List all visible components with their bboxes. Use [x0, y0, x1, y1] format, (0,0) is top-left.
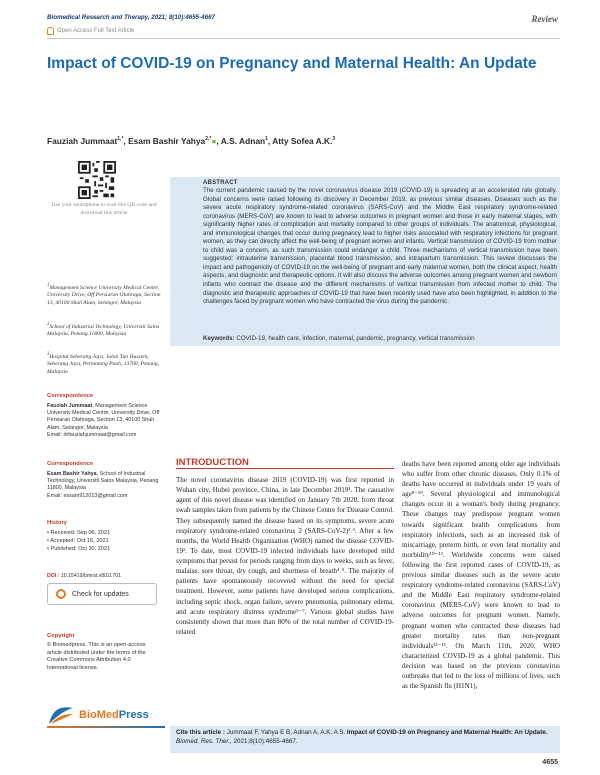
history-item: • Published: Oct 30, 2021 [47, 546, 111, 552]
page-number: 4655 [542, 759, 558, 766]
citation-title: Impact of COVID-19 on Pregnancy and Maternal Health: An Update. [345, 729, 548, 736]
correspondence-name: Fauziah Jummaat [47, 403, 93, 409]
affiliation [47, 282, 165, 307]
publisher-name [79, 709, 149, 721]
biomedpress-logo-icon [47, 704, 75, 726]
section-divider [176, 468, 394, 469]
copyright-text: © Biomedpress. This is an open-access article distributed under the terms of the Creative Commons Attribution 4.0 International license. [47, 642, 146, 671]
keywords-label: Keywords: [203, 335, 235, 342]
logo-part-bio: BioMed [79, 709, 119, 721]
introduction-heading: INTRODUCTION [176, 457, 249, 468]
header-divider [47, 38, 560, 39]
open-access-label [47, 27, 134, 35]
affiliation-number: 1 [47, 283, 50, 288]
journal-citation: Biomedical Research and Therapy, 2021; 8(10):4655-4667 [47, 14, 215, 21]
affiliation-text: Management Science University Medical Centre, University Drive, Off Persiaran Olahraga, Section 13, 40100 Shah Alam, Selangor, Malaysia [47, 284, 161, 306]
article-type: Review [531, 14, 558, 24]
correspondence-address: , School of Industrial Technology, Universiti Sains Malaysia, Penang 11800, Malaysia [47, 471, 159, 492]
abstract-text: The current pandemic caused by the novel coronavirus disease 2019 (COVID-19) is spreading at an accelerated rate globally. Global concerns were raised following its discovery in December 2019, as previous similar diseases. Diseases such as the severe acute respiratory syndrome-related coronavirus (SARS-CoV) and the Middle East respiratory syndrome-related coronavirus (MERS-CoV) are known to lead to adverse outcomes in pregnant women and those in early maternal stages, with significantly higher rates of complication and mortality compared to other groups of individuals. The anatomical, physiological, and immunological changes that occur during pregnancy lead to higher risks associated with respiratory infections for pregnant women, as they can directly affect the well-being of pregnant women and infants. Vertical transmission of COVID-19 from mother to child was a concern, as such transmission could endanger a child. Three mechanisms of vertical transmission have been suggested: intrauterine transmission, placental blood transmission, and intrapartum transmission. This review discusses the impact and pathogenicity of COVID-19 on the well-being of pregnant and early maternal women, both the clinical aspect, health aspects, and diagnostic and therapeutic options. It will also discuss the adverse outcomes among pregnant women and newborn infants who contract the disease and the different mechanisms of vertical transmission from infected mother to child. The diagnostic and therapeutic approaches of COVID-19 that have been recently used have also been highlighted, in addition to the challenges faced by pregnant women who have contracted the virus during the pandemic. [203, 187, 557, 306]
citation-label: Cite this article : [176, 729, 225, 736]
keywords-line [203, 335, 557, 342]
citation-journal: Biomed. Res. Ther., [176, 737, 232, 745]
affiliation-text: School of Industrial Technology, Universiti Sains Malaysia, Penang 11800, Malaysia [47, 323, 160, 338]
refresh-icon [56, 589, 66, 599]
affiliation [47, 351, 165, 376]
open-access-text: Open Access Full Text Article [57, 28, 135, 34]
affiliation-number: 2 [47, 322, 50, 327]
correspondence-heading: Correspondence [47, 393, 94, 399]
correspondence-address: , Management Science University Medical Centre, University Drive, Off Persiaran Olahraga, Section 13, 40100 Shah Alam, Selangor, Malaysia [47, 403, 160, 431]
affiliation [47, 321, 165, 339]
orcid-icon[interactable]: ● [211, 136, 217, 146]
publisher-logo[interactable] [47, 704, 149, 726]
doi-label: DOI : [47, 573, 60, 579]
correspondence-name: Esam Bashir Yahya [47, 471, 97, 477]
introduction-column-2: deaths have been reported among older age individuals who suffer from other chronic diseases. Only 0.1% of deaths have occurred in individuals under 19 years of age⁸⁻¹⁰. Several physiological and immunological changes occur in a woman's body during pregnancy. These changes may predispose pregnant women towards significant health complications from respiratory infections, such as an increased risk of miscarriage, preterm birth, or even fetal mortality and morbidity¹⁰⁻¹². Worldwide concerns were raised following the first reported cases of COVID-19, as previous similar diseases such as the severe acute respiratory syndrome-related coronavirus (SARS-CoV) and the Middle East respiratory syndrome-related coronavirus (MERS-CoV) were known to lead to adverse outcomes for pregnant women. Namely, pregnant women who contracted these diseases had greater mortality rates than non-pregnant individuals¹³⁻¹⁵. On March 11th, 2020, WHO characterized COVID-19 as a global pandemic. This decision was based on the previous coronavirus outbreaks that led to the loss of millions of lives, such as the Spanish flu (H1N1), [402, 460, 560, 691]
qr-caption: Use your smartphone to scan this QR code and download this article [51, 202, 157, 216]
history-item: • Received: Sep 06, 2021 [47, 530, 111, 536]
citation-volume: 2021;8(10):4655-4667. [231, 737, 298, 745]
correspondence-email[interactable]: Email: drfauziahjummaat@gmail.com [47, 431, 137, 438]
history-list [47, 529, 110, 553]
author-sup: 1 [265, 136, 268, 143]
logo-part-press: Press [118, 709, 149, 721]
citation-authors: Jummaat F, Yahya E B, Adnan A, A.K. A S. [225, 729, 346, 736]
doi-link[interactable]: 10.15419/bmrat.v8i10.701 [60, 573, 122, 579]
author-name[interactable]: A.S. Adnan [220, 136, 266, 146]
author-name[interactable]: Esam Bashir Yahya [128, 136, 206, 146]
check-for-updates-label: Check for updates [72, 590, 129, 598]
history-heading: History [47, 520, 67, 526]
author-list: Fauziah Jummaat$^{1,*}$, Esam Bashir Yahya$^{2,*}$●, A.S. Adnan$^1$, Atty Sofea A.K.$^3$ [47, 136, 336, 146]
correspondence-heading: Correspondence [47, 461, 94, 467]
check-for-updates-button[interactable] [47, 583, 157, 605]
affiliation-number: 3 [47, 352, 50, 357]
author-sup: 1,* [117, 136, 124, 143]
affiliation-text: Hospital Seberang Jaya, Jalan Tun Hussein, Seberang Jaya, Permatang Pauh, 13700, Penang, Malaysia [47, 353, 160, 375]
keywords-text: COVID-19, health care, infection, maternal, pandemic, pregnancy, vertical transmission [236, 335, 475, 342]
author-sup: 2,* [205, 136, 212, 143]
logo-divider [47, 726, 165, 728]
article-title: Impact of COVID-19 on Pregnancy and Maternal Health: An Update [47, 55, 537, 72]
correspondence-email[interactable]: Email: essam912013@gmail.com [47, 492, 128, 499]
abstract-heading: ABSTRACT [203, 180, 238, 186]
copyright-heading: Copyright [47, 633, 75, 639]
author-name[interactable]: Atty Sofea A.K. [272, 136, 333, 146]
correspondence-block [47, 403, 167, 439]
qr-code-icon[interactable] [78, 161, 116, 199]
open-access-lock-icon [47, 27, 54, 35]
author-sup: 3 [332, 136, 336, 143]
citation-text [176, 729, 556, 746]
author-name[interactable]: Fauziah Jummaat [47, 136, 118, 146]
correspondence-block [47, 471, 167, 500]
history-item: • Accepted: Oct 16, 2021 [47, 538, 109, 544]
doi-line [47, 573, 121, 579]
introduction-column-1: The novel coronavirus disease 2019 (COVID-19) was first reported in Wuhan city, Hubei province, China, in late December 2019¹. The causative agent of this novel disease was identified on January 7th 2020, from throat swab samples taken from patients by the Chinese Centre for Disease Control. They subsequently named the disease based on its symptoms, severe acute respiratory syndrome-related coronavirus 2 (SARS-CoV-2)²˒³. After a few months, the World Health Organisation (WHO) named the disease COVID-19². To date, most COVID-19 infected individuals have developed mild symptoms that persist for periods ranging from days to weeks, such as fever, malaise, sore throat, dry cough, and shortness of breath⁴˒⁵. The majority of patients have spontaneously recovered without the need for special treatment. However, some patients have developed serious complications, including septic shock, organ failure, severe pneumonia, pulmonary edema, and acute respiratory distress syndrome⁵⁻⁷. Various global studies have consistently shown that more than 80% of the total number of COVID-19-related [176, 476, 395, 636]
